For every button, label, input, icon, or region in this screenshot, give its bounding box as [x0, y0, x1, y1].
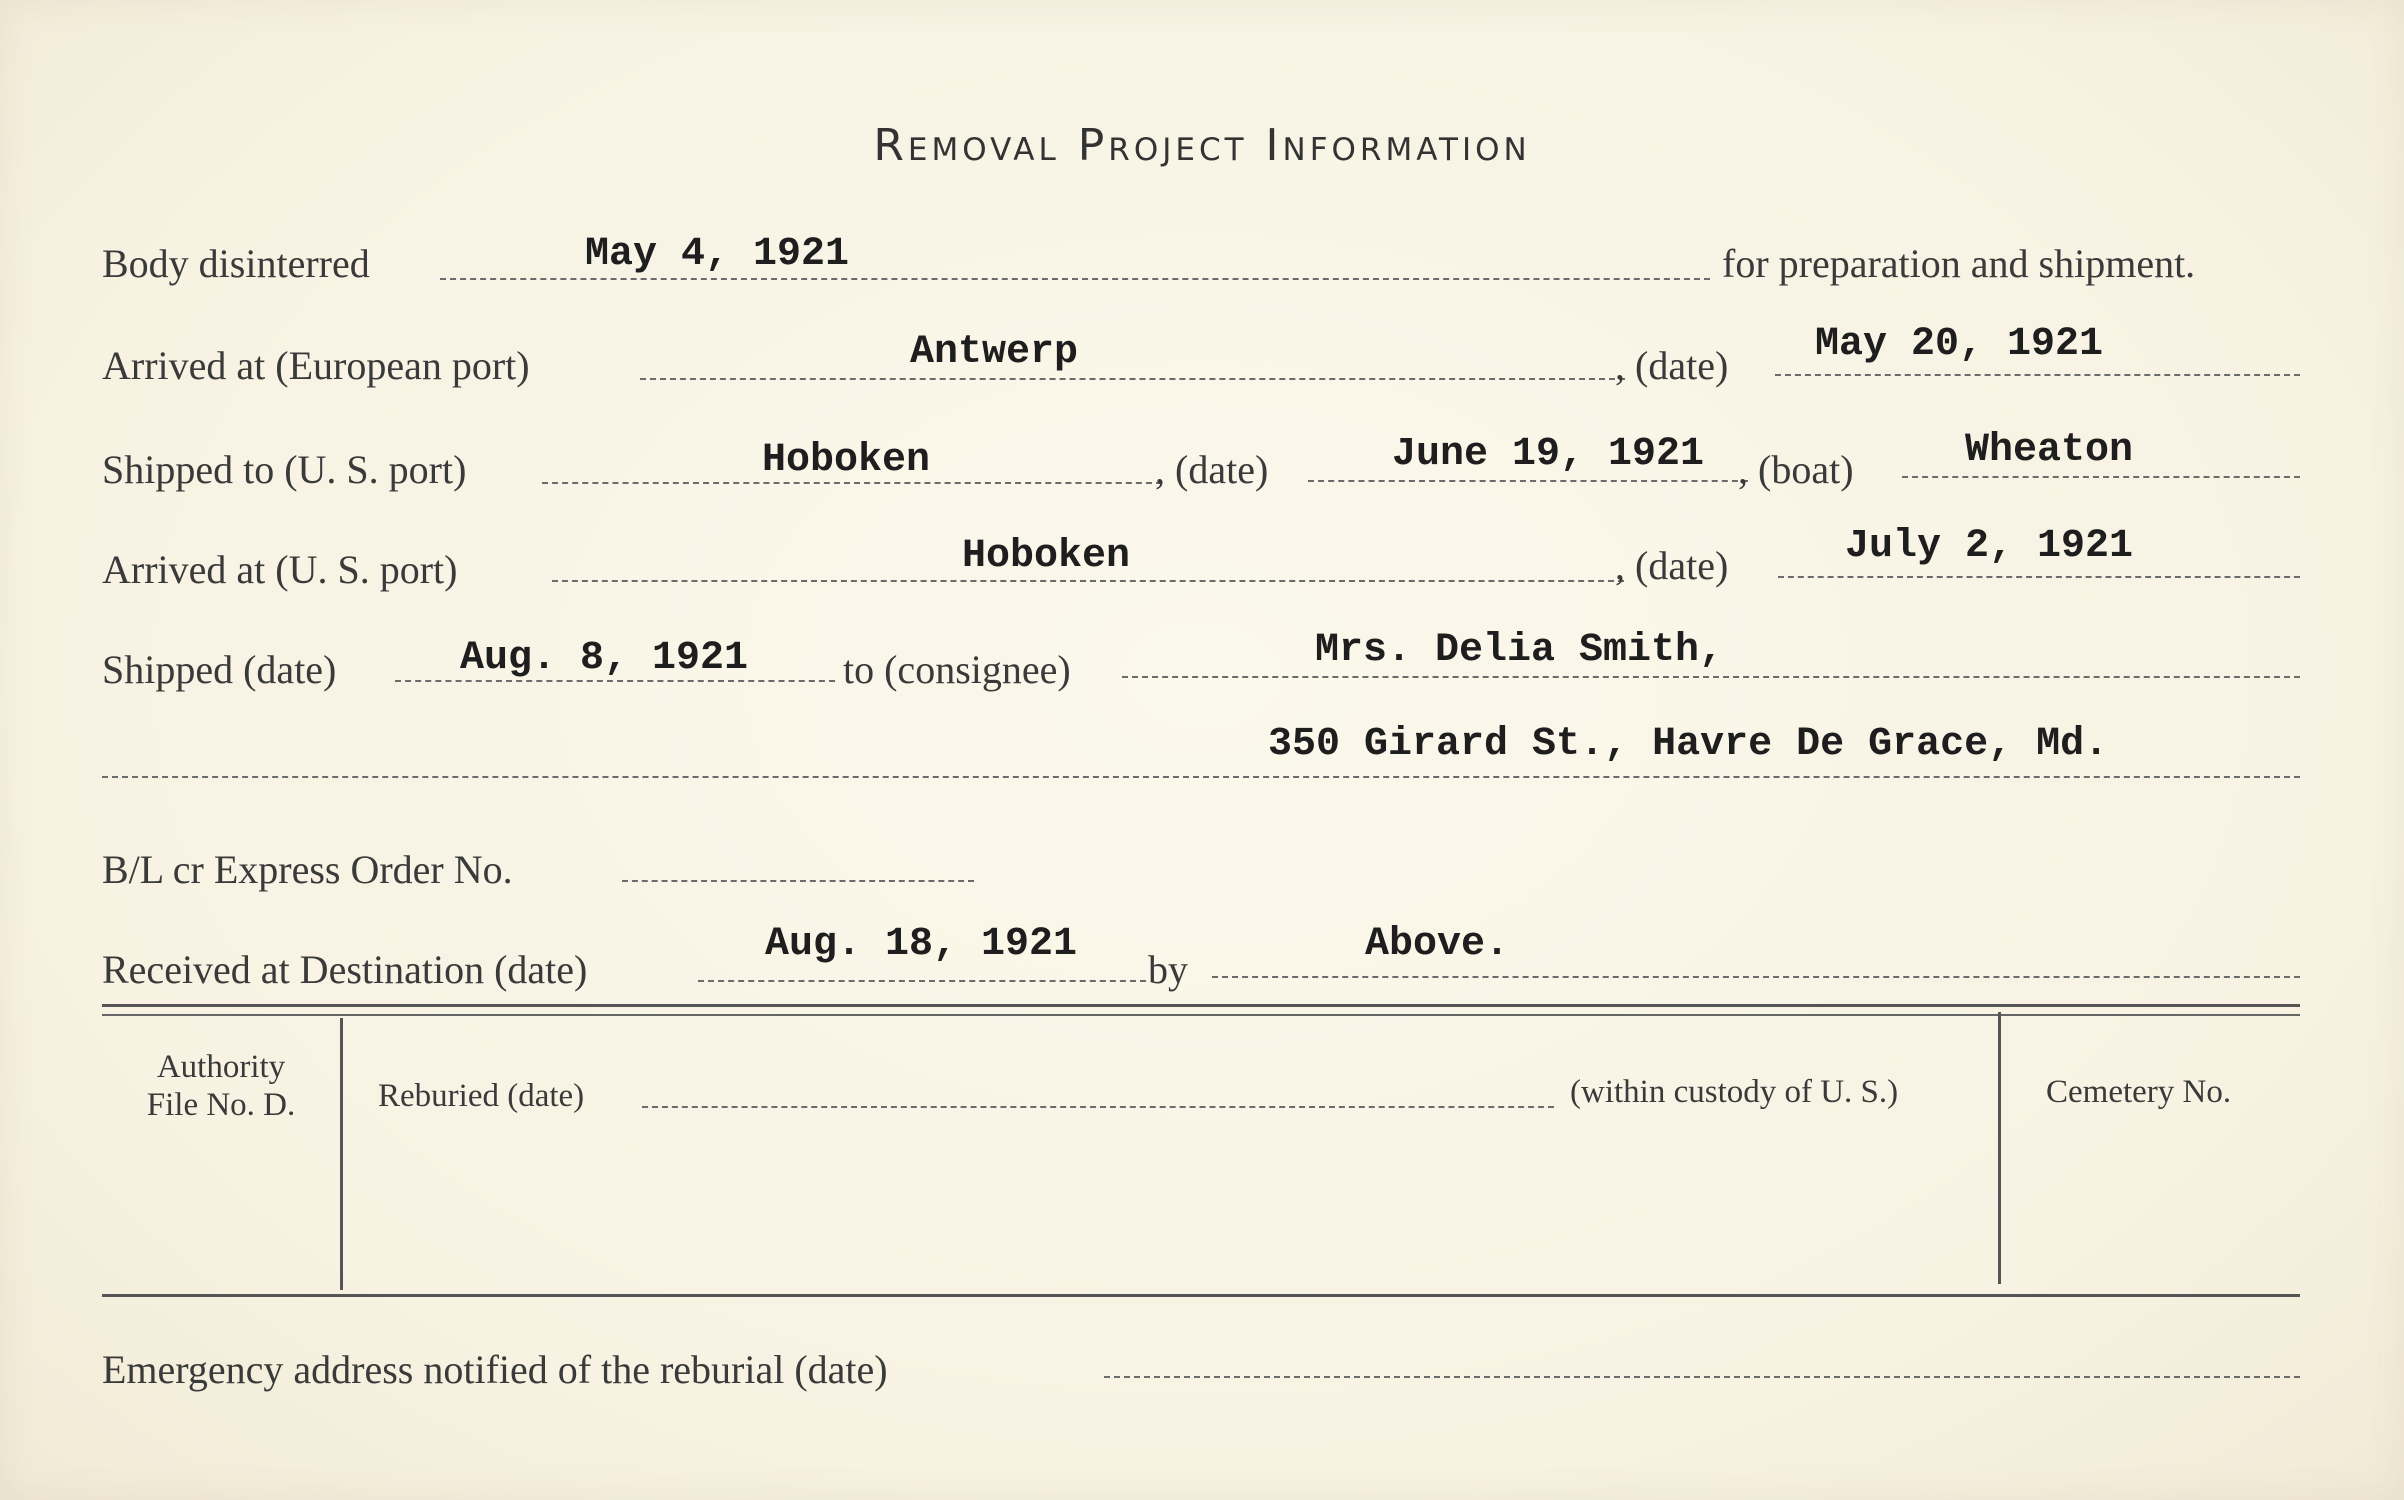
by-value: Above.	[1365, 922, 1510, 967]
shipped-to-date-line	[1308, 480, 1748, 482]
us-port-value: Hoboken	[962, 534, 1131, 579]
european-port-label: Arrived at (European port)	[102, 343, 530, 388]
european-port-value: Antwerp	[910, 330, 1079, 375]
reburied-line	[642, 1106, 1554, 1108]
consignee-line	[1122, 676, 2300, 678]
european-port-date-line	[1775, 374, 2300, 376]
consignee-label: to (consignee)	[843, 647, 1071, 692]
us-port-line	[552, 580, 1624, 582]
emergency-label: Emergency address notified of the reburial (date)	[102, 1347, 888, 1392]
by-label: by	[1148, 947, 1188, 992]
us-port-date-line	[1778, 576, 2300, 578]
boat-label: , (boat)	[1738, 447, 1854, 492]
us-port-date-label: , (date)	[1615, 543, 1729, 588]
custody-label: (within custody of U. S.)	[1570, 1074, 1899, 1110]
received-label: Received at Destination (date)	[102, 947, 588, 992]
box-divider-left	[340, 1018, 343, 1290]
box-divider-right	[1998, 1012, 2001, 1284]
bl-label: B/L cr Express Order No.	[102, 847, 513, 892]
box-top-rule-inner	[102, 1014, 2300, 1016]
boat-value: Wheaton	[1965, 428, 2134, 473]
by-line	[1212, 976, 2300, 978]
cemetery-label: Cemetery No.	[2046, 1074, 2232, 1110]
received-line	[698, 980, 1146, 982]
shipped-label: Shipped (date)	[102, 647, 337, 692]
emergency-line	[1104, 1376, 2300, 1378]
european-port-date-value: May 20, 1921	[1815, 322, 2104, 367]
address-line	[102, 776, 2300, 778]
consignee-address: 350 Girard St., Havre De Grace, Md.	[1268, 722, 2109, 767]
bl-line	[622, 880, 974, 882]
shipped-to-date-label: , (date)	[1155, 447, 1269, 492]
page-title: Removal Project Information	[873, 120, 1531, 171]
received-value: Aug. 18, 1921	[765, 922, 1078, 967]
shipped-value: Aug. 8, 1921	[460, 636, 749, 681]
disinterred-line	[440, 278, 1710, 280]
boat-line	[1902, 476, 2300, 478]
shipped-to-label: Shipped to (U. S. port)	[102, 447, 467, 492]
authority-label	[102, 1048, 340, 1124]
shipped-to-value: Hoboken	[762, 438, 931, 483]
box-top-rule	[102, 1004, 2300, 1007]
box-bottom-rule	[102, 1294, 2300, 1297]
us-port-label: Arrived at (U. S. port)	[102, 547, 458, 592]
authority-line1: Authority	[156, 1049, 286, 1085]
consignee-value: Mrs. Delia Smith,	[1315, 628, 1724, 673]
european-port-line	[640, 378, 1625, 380]
disinterred-suffix: for preparation and shipment.	[1722, 241, 2196, 286]
european-port-date-label: , (date)	[1615, 343, 1729, 388]
disinterred-value: May 4, 1921	[585, 232, 850, 277]
shipped-to-date-value: June 19, 1921	[1392, 432, 1705, 477]
reburied-label: Reburied (date)	[378, 1078, 585, 1114]
us-port-date-value: July 2, 1921	[1845, 524, 2134, 569]
disinterred-label: Body disinterred	[102, 241, 370, 286]
authority-line2: File No. D.	[146, 1087, 296, 1123]
